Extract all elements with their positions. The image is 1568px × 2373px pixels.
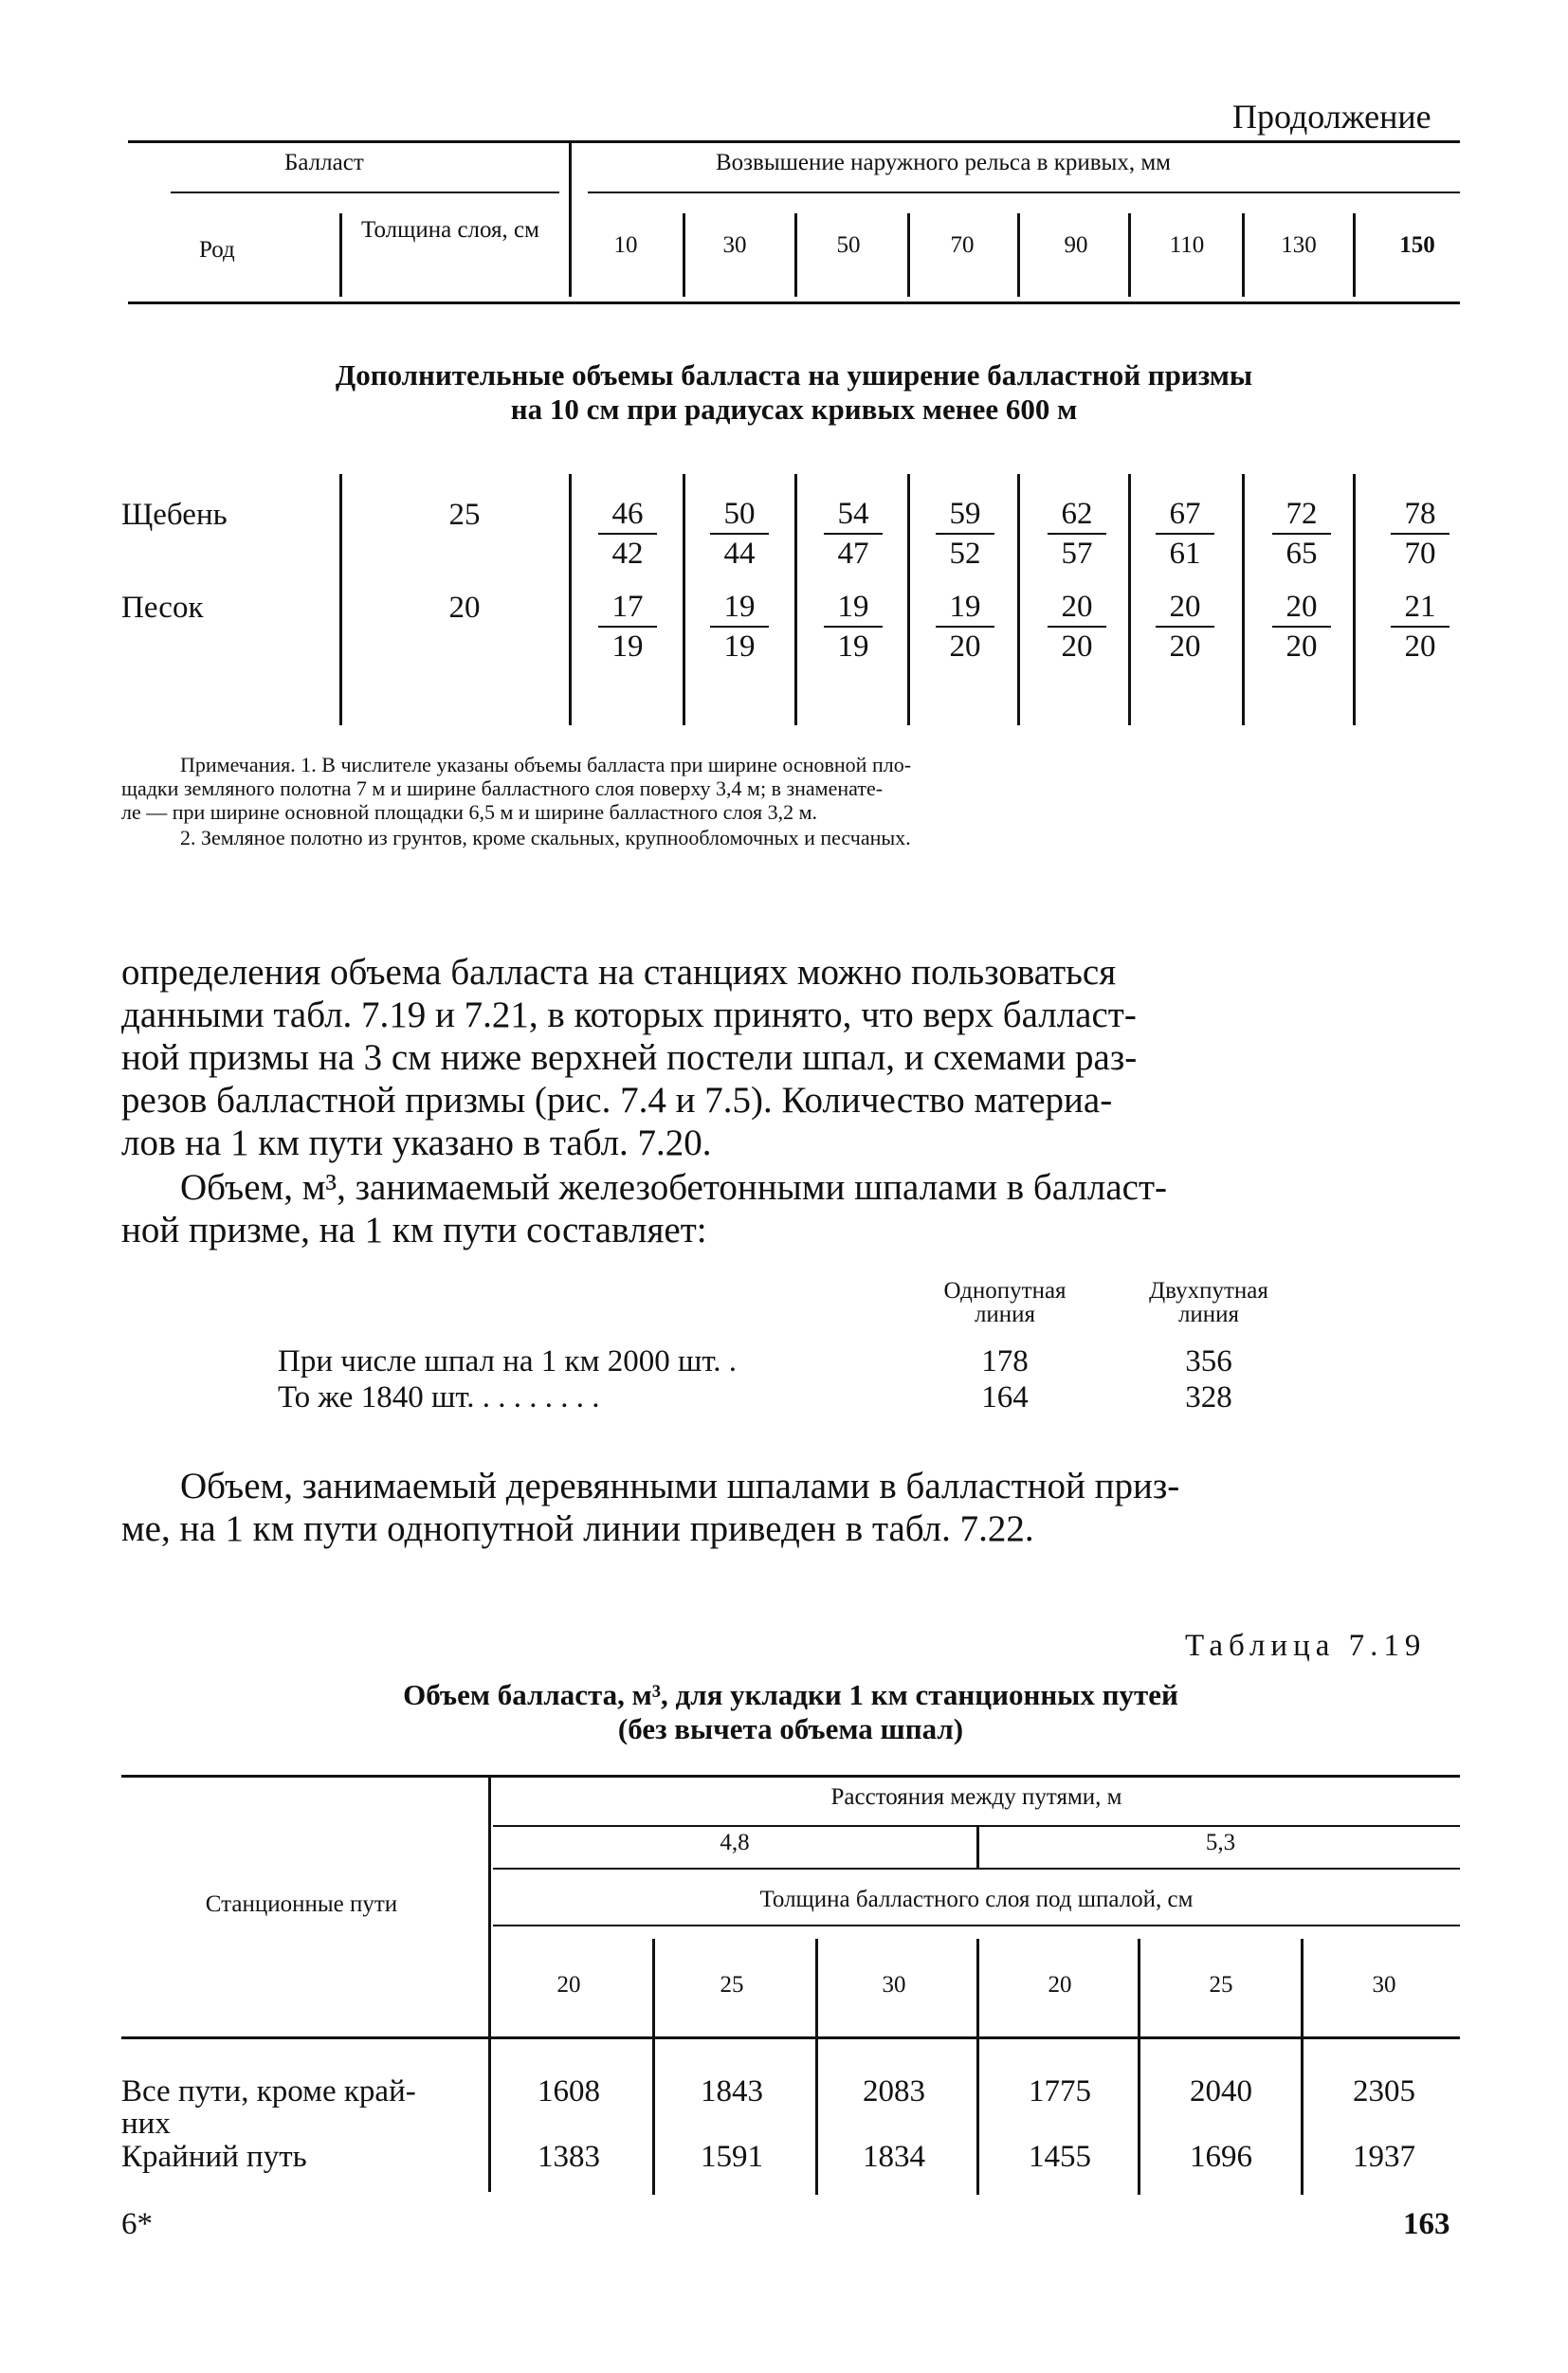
numerator: 72	[1285, 497, 1318, 531]
denominator: 70	[1404, 537, 1436, 571]
table-label: Таблица 7.19	[1185, 1629, 1427, 1663]
denominator: 47	[837, 537, 869, 571]
table-cell: 2040	[1190, 2074, 1252, 2108]
col-header: 30	[722, 232, 747, 258]
denominator: 20	[1169, 630, 1201, 664]
row-label-gravel: Щебень	[121, 498, 228, 532]
table-cell: 2083	[863, 2074, 925, 2108]
divider	[339, 474, 342, 725]
denominator: 20	[1404, 630, 1436, 664]
denominator: 44	[723, 537, 756, 571]
sleeper-row-label: При числе шпал на 1 км 2000 шт. .	[278, 1344, 738, 1378]
divider	[815, 1939, 818, 2195]
numerator: 54	[837, 497, 869, 531]
divider	[1017, 474, 1020, 725]
rule	[493, 1925, 1460, 1926]
denominator: 61	[1169, 537, 1201, 571]
table-cell: 1775	[1029, 2074, 1091, 2108]
table-cell: 1937	[1353, 2140, 1415, 2174]
rule	[588, 192, 1460, 193]
thickness-header: Толщина балластного слоя под шпалой, см	[759, 1887, 1194, 1912]
note-line: щадки земляного полотна 7 м и ширине балластного слоя поверху 3,4 м; в знаменате-	[121, 776, 884, 800]
col-header: 10	[613, 232, 638, 258]
continuation-label: Продолжение	[1232, 98, 1431, 136]
divider	[339, 213, 342, 297]
fraction-cell	[1268, 495, 1335, 573]
table-cell: 1608	[538, 2074, 600, 2108]
col-header: 150	[1399, 232, 1435, 258]
numerator: 21	[1404, 590, 1436, 624]
divider	[1242, 474, 1245, 725]
table-cell: 1591	[701, 2140, 763, 2174]
denominator: 19	[611, 630, 644, 664]
page-number: 163	[1403, 2207, 1450, 2241]
divider	[1128, 474, 1131, 725]
note-line: Примечания. 1. В числителе указаны объемы балласта при ширине основной пло-	[180, 753, 912, 776]
sleeper-value: 164	[981, 1380, 1029, 1415]
divider	[1128, 213, 1131, 297]
signature-mark: 6*	[121, 2207, 153, 2241]
fraction-cell	[820, 495, 886, 573]
divider	[976, 1939, 979, 2195]
section-title-line2: на 10 см при радиусах кривых менее 600 м	[510, 392, 1078, 426]
table-cell: 1383	[538, 2140, 600, 2174]
paragraph-line: лов на 1 км пути указано в табл. 7.20.	[121, 1123, 712, 1163]
denominator: 20	[1061, 630, 1093, 664]
fraction-cell	[1044, 495, 1110, 573]
row-label: них	[121, 2107, 171, 2141]
fraction-cell	[1268, 588, 1335, 666]
sleeper-value: 328	[1185, 1380, 1232, 1415]
ballast-header: Балласт	[284, 150, 364, 175]
paragraph-line: ной призме, на 1 км пути составляет:	[121, 1210, 707, 1250]
note-line: 2. Земляное полотно из грунтов, кроме скальных, крупнообломочных и песчаных.	[180, 826, 911, 849]
paragraph-line: резов балластной призмы (рис. 7.4 и 7.5). Количество материа-	[121, 1080, 1113, 1121]
divider	[488, 1775, 491, 2192]
divider	[569, 474, 572, 725]
col-header: линия	[1177, 1302, 1240, 1327]
section-title-line1: Дополнительные объемы балласта на уширение балластной призмы	[335, 358, 1253, 392]
table-title-line2: (без вычета объема шпал)	[617, 1712, 964, 1745]
fraction-cell	[1152, 588, 1218, 666]
numerator: 50	[723, 497, 756, 531]
table-cell: 1834	[863, 2140, 925, 2174]
col-header: 110	[1169, 232, 1205, 258]
fraction-cell	[594, 588, 661, 666]
col-header: 30	[1372, 1972, 1396, 1998]
col-header: 30	[882, 1972, 906, 1998]
denominator: 20	[1285, 630, 1318, 664]
paragraph-line: ной призмы на 3 см ниже верхней постели шпал, и схемами раз-	[121, 1037, 1138, 1078]
paragraph-line: Объем, занимаемый деревянными шпалами в балластной приз-	[180, 1466, 1180, 1506]
paragraph-line: Объем, м³, занимаемый железобетонными шпалами в балласт-	[180, 1167, 1168, 1208]
numerator: 19	[949, 590, 981, 624]
denominator: 57	[1061, 537, 1093, 571]
denominator: 52	[949, 537, 981, 571]
header-bottom-rule	[128, 301, 1460, 304]
distance-value: 5,3	[1205, 1830, 1236, 1855]
table-title-line1: Объем балласта, м³, для укладки 1 км станционных путей	[403, 1678, 1178, 1711]
numerator: 20	[1285, 590, 1318, 624]
row-thickness: 20	[448, 591, 481, 625]
col-header: 90	[1064, 232, 1088, 258]
numerator: 59	[949, 497, 981, 531]
divider	[1138, 1939, 1140, 2195]
col-header: Двухпутная	[1149, 1278, 1268, 1304]
table-top-rule	[128, 140, 1460, 143]
distance-header: Расстояния между путями, м	[830, 1784, 1122, 1810]
paragraph-line: определения объема балласта на станциях можно пользоваться	[121, 952, 1117, 993]
col-header: 20	[556, 1972, 581, 1998]
divider	[1353, 213, 1356, 297]
col-header: 20	[1048, 1972, 1072, 1998]
fraction-cell	[1044, 588, 1110, 666]
denominator: 19	[837, 630, 869, 664]
numerator: 20	[1061, 590, 1093, 624]
stub-header: Станционные пути	[205, 1891, 398, 1917]
row-thickness: 25	[448, 498, 481, 532]
table-cell: 1455	[1029, 2140, 1091, 2174]
numerator: 20	[1169, 590, 1201, 624]
divider	[1017, 213, 1020, 297]
col-header: 70	[950, 232, 975, 258]
divider	[569, 140, 572, 297]
divider	[907, 474, 910, 725]
distance-value: 4,8	[720, 1830, 750, 1855]
rule	[493, 1868, 1460, 1870]
fraction-cell	[706, 588, 773, 666]
divider	[907, 213, 910, 297]
fraction-cell	[932, 588, 998, 666]
fraction-cell	[594, 495, 661, 573]
divider	[1242, 213, 1245, 297]
fraction-cell	[1152, 495, 1218, 573]
divider	[683, 213, 685, 297]
col-header: 25	[1209, 1972, 1233, 1998]
divider	[1353, 474, 1356, 725]
sleeper-value: 178	[981, 1344, 1029, 1378]
paragraph-line: данными табл. 7.19 и 7.21, в которых принято, что верх балласт-	[121, 995, 1137, 1035]
col-header: линия	[974, 1302, 1036, 1327]
table-cell: 1696	[1190, 2140, 1252, 2174]
rule	[171, 192, 559, 193]
sleeper-value: 356	[1185, 1344, 1232, 1378]
denominator: 20	[949, 630, 981, 664]
fraction-cell	[1387, 588, 1453, 666]
col-header: 25	[720, 1972, 744, 1998]
numerator: 19	[723, 590, 756, 624]
paragraph-line: ме, на 1 км пути однопутной линии приведен в табл. 7.22.	[121, 1508, 1034, 1549]
row-label-sand: Песок	[121, 591, 204, 625]
thickness-header: Толщина слоя, см	[361, 217, 539, 243]
table-cell: 1843	[701, 2074, 763, 2108]
divider	[652, 1939, 655, 2195]
divider	[1301, 1939, 1304, 2195]
sleeper-row-label: То же 1840 шт. . . . . . . . .	[278, 1380, 600, 1415]
table-top-rule	[121, 1775, 1460, 1778]
fraction-cell	[932, 495, 998, 573]
kind-header: Род	[199, 237, 235, 263]
col-header: 50	[836, 232, 861, 258]
header-bottom-rule	[121, 2036, 1460, 2039]
fraction-cell	[706, 495, 773, 573]
row-label: Все пути, кроме край-	[121, 2074, 416, 2108]
divider	[976, 1825, 979, 1868]
fraction-cell	[820, 588, 886, 666]
row-label: Крайний путь	[121, 2140, 307, 2174]
denominator: 65	[1285, 537, 1318, 571]
numerator: 62	[1061, 497, 1093, 531]
elevation-header: Возвышение наружного рельса в кривых, мм	[716, 150, 1171, 175]
table-cell: 2305	[1353, 2074, 1415, 2108]
denominator: 42	[611, 537, 644, 571]
divider	[794, 213, 797, 297]
divider	[683, 474, 685, 725]
divider	[794, 474, 797, 725]
note-line: ле — при ширине основной площадки 6,5 м и ширине балластного слоя 3,2 м.	[121, 800, 818, 824]
numerator: 46	[611, 497, 644, 531]
denominator: 19	[723, 630, 756, 664]
col-header: Однопутная	[943, 1278, 1067, 1304]
numerator: 19	[837, 590, 869, 624]
numerator: 17	[611, 590, 644, 624]
numerator: 78	[1404, 497, 1436, 531]
numerator: 67	[1169, 497, 1201, 531]
col-header: 130	[1281, 232, 1317, 258]
fraction-cell	[1387, 495, 1453, 573]
